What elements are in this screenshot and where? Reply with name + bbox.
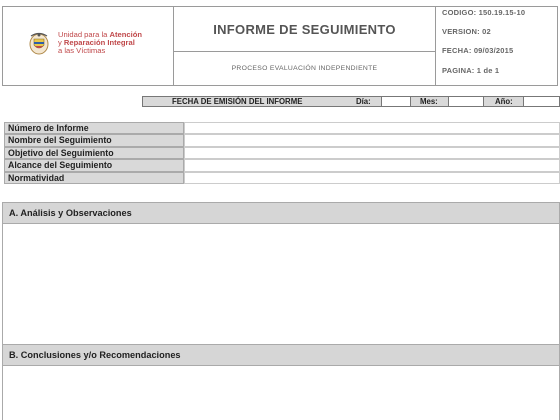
numero-informe-label: Número de Informe <box>4 122 184 134</box>
org-name-line3: a las Víctimas <box>58 46 106 55</box>
org-name-line2: y Reparación Integral <box>58 38 135 47</box>
pagina-text: PAGINA: 1 de 1 <box>442 66 500 75</box>
mes-label: Mes: <box>420 97 438 106</box>
objetivo-seguimiento-label: Objetivo del Seguimiento <box>4 147 184 159</box>
version-text: VERSION: 02 <box>442 27 491 36</box>
emision-label: FECHA DE EMISIÓN DEL INFORME <box>172 97 303 106</box>
normatividad-field[interactable] <box>184 172 560 184</box>
section-b-header: B. Conclusiones y/o Recomendaciones <box>2 344 560 366</box>
process-cell <box>174 52 436 86</box>
alcance-seguimiento-field[interactable] <box>184 159 560 171</box>
alcance-seguimiento-label: Alcance del Seguimiento <box>4 159 184 171</box>
section-a-header: A. Análisis y Observaciones <box>2 202 560 224</box>
org-name-line1: Unidad para la Atención <box>58 30 143 39</box>
section-b-body[interactable] <box>2 366 560 420</box>
document-title: INFORME DE SEGUIMIENTO <box>213 22 396 37</box>
normatividad-label: Normatividad <box>4 172 184 184</box>
dia-field[interactable] <box>381 96 411 107</box>
codigo-text: CODIGO: 150.19.15-10 <box>442 8 526 17</box>
dia-label: Día: <box>356 97 371 106</box>
anio-label: Año: <box>495 97 513 106</box>
anio-field[interactable] <box>523 96 560 107</box>
numero-informe-field[interactable] <box>184 122 560 134</box>
section-a-body[interactable] <box>2 224 560 344</box>
mes-field[interactable] <box>448 96 484 107</box>
nombre-seguimiento-label: Nombre del Seguimiento <box>4 134 184 146</box>
coat-of-arms-icon <box>26 30 52 56</box>
process-name: PROCESO EVALUACIÓN INDEPENDIENTE <box>231 65 378 72</box>
nombre-seguimiento-field[interactable] <box>184 134 560 146</box>
objetivo-seguimiento-field[interactable] <box>184 147 560 159</box>
fecha-text: FECHA: 09/03/2015 <box>442 46 514 55</box>
title-cell <box>174 6 436 52</box>
